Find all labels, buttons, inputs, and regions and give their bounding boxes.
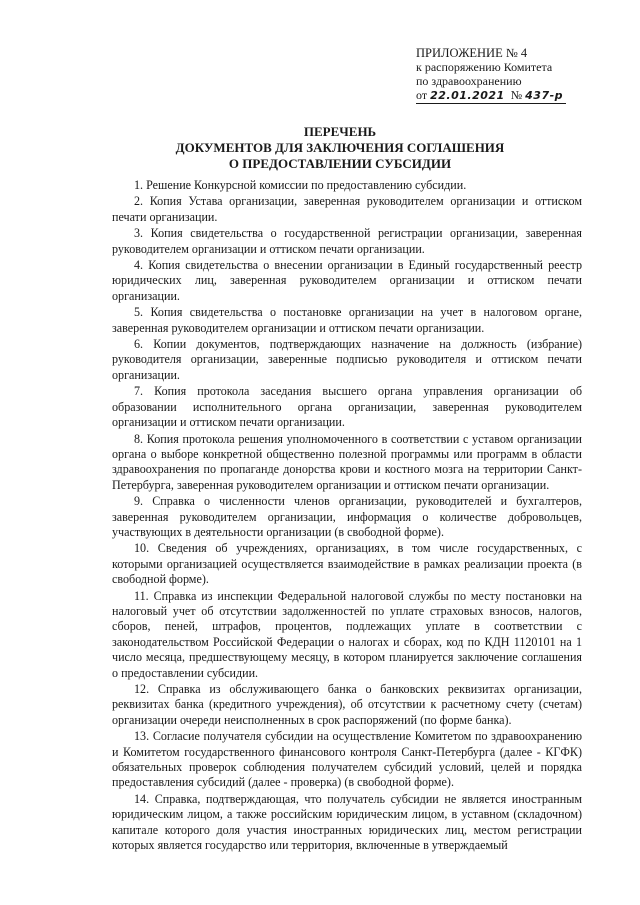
list-item-number: 3. — [134, 226, 144, 241]
heading-line-3: О ПРЕДОСТАВЛЕНИИ СУБСИДИИ — [228, 156, 452, 171]
list-item — [112, 589, 582, 681]
list-item-text: Справка из обслуживающего банка о банковских реквизитах организации, реквизитах банка (кредитного учреждения), об отсутствии к расчетному счету (счетам) организации очереди неисполненных в срок распоряжений (по форме банка). — [112, 682, 582, 727]
list-item — [112, 305, 582, 336]
list-item-number: 2. — [134, 194, 144, 209]
list-item — [112, 226, 582, 257]
heading-line-2: ДОКУМЕНТОВ ДЛЯ ЗАКЛЮЧЕНИЯ СОГЛАШЕНИЯ — [175, 140, 505, 155]
appendix-line-2: по здравоохранению — [416, 74, 522, 88]
list-item-text: Копия свидетельства о внесении организации в Единый государственный реестр юридических лиц, заверенная руководителем организации и оттиском печати организации. — [112, 258, 582, 303]
list-item — [112, 178, 582, 193]
list-item-text: Копия протокола решения уполномоченного в соответствии с уставом организации органа о выборе конкретной общественно полезной программы или программ в области здравоохранения по пропаганде донорства крови и костного мозга на территории Санкт-Петербурга, заверенная руководителем организации и оттиском печати организации. — [112, 431, 582, 492]
appendix-from-label: от — [416, 88, 428, 102]
list-item-number: 8. — [134, 431, 144, 446]
list-item-number: 10. — [134, 541, 150, 556]
list-item — [112, 432, 582, 494]
list-item — [112, 258, 582, 304]
list-item — [112, 541, 582, 587]
list-item — [112, 792, 582, 854]
list-item-number: 6. — [134, 337, 144, 352]
list-item-number: 9. — [134, 494, 144, 509]
list-item-text: Справка, подтверждающая, что получатель субсидии не является иностранным юридическим лицом, а также российским юридическим лицом, в уставном (складочном) капитале которого доля участия иностранных юридических лиц, местом регистрации которых является государство или территория, включенные в утверждаемый — [112, 791, 582, 853]
list-item-text: Копии документов, подтверждающих назначение на должность (избрание) руководителя организации, заверенные подписью руководителя и оттиском печати организации. — [112, 337, 583, 382]
list-item — [112, 494, 582, 540]
list-item-text: Сведения об учреждениях, организациях, в том числе государственных, с которыми организацией осуществляется взаимодействие в рамках реализации проекта (в свободной форме). — [112, 541, 583, 587]
list-item-text: Решение Конкурсной комиссии по предоставлению субсидии. — [146, 178, 467, 192]
list-item — [112, 729, 582, 791]
handwritten-date: 22.01.2021 — [430, 89, 505, 102]
appendix-date-number-line — [416, 88, 616, 104]
signature-underline — [416, 103, 566, 104]
heading-line-1: ПЕРЕЧЕНЬ — [303, 124, 377, 139]
list-item — [112, 337, 582, 383]
list-item-number: 1. — [134, 178, 144, 192]
list-item — [112, 682, 582, 728]
list-item — [112, 194, 582, 225]
list-item-number: 7. — [134, 384, 144, 399]
appendix-block — [416, 46, 616, 104]
handwritten-number: 437-р — [525, 89, 564, 102]
list-item-number: 5. — [134, 305, 144, 320]
list-item-number: 12. — [134, 682, 150, 696]
list-item-text: Справка из инспекции Федеральной налоговой службы по месту постановки на налоговый учет об отсутствии задолженностей по уплате страховых взносов, налогов, сборов, пеней, штрафов, процентов, подлежащих уплате в соответствии с законодательством Российской Федерации о налогах и сборах, код по КДН 1120101 на 1 число месяца, предшествующему месяцу, в котором планируется заключение соглашения о предоставлении субсидии. — [112, 588, 583, 680]
list-item-text: Копия протокола заседания высшего органа управления организации об образовании исполнительного органа организации, заверенная руководителем организации и оттиском печати организации. — [112, 384, 582, 430]
list-item-text: Копия свидетельства о государственной регистрации организации, заверенная руководителем организации и оттиском печати организации. — [112, 226, 582, 256]
list-item-text: Согласие получателя субсидии на осуществление Комитетом по здравоохранению и Комитетом государственного финансового контроля Санкт-Петербурга (далее - КГФК) обязательных проверок соблюдения получателем субсидий условий, целей и порядка предоставления субсидий (далее - проверка) (в свободной форме). — [112, 729, 582, 790]
appendix-title: ПРИЛОЖЕНИЕ № 4 — [416, 46, 528, 60]
appendix-number-label: № — [510, 88, 523, 102]
document-list — [112, 178, 582, 854]
appendix-line-1: к распоряжению Комитета — [416, 60, 553, 74]
list-item-text: Справка о численности членов организации, руководителей и бухгалтеров, заверенная руководителем организации, информация о количестве добровольцев, участвующих в деятельности организации (в свободной форме). — [112, 494, 582, 539]
list-item — [112, 384, 582, 430]
list-item-text: Копия Устава организации, заверенная руководителем организации и оттиском печати организации. — [112, 194, 582, 224]
list-item-number: 14. — [134, 791, 150, 806]
document-heading — [80, 124, 600, 172]
list-item-number: 13. — [134, 729, 150, 744]
list-item-number: 4. — [134, 258, 144, 273]
list-item-text: Копия свидетельства о постановке организации на учет в налоговом органе, заверенная руководителем организации и оттиском печати организации. — [112, 305, 582, 335]
list-item-number: 11. — [134, 588, 149, 603]
